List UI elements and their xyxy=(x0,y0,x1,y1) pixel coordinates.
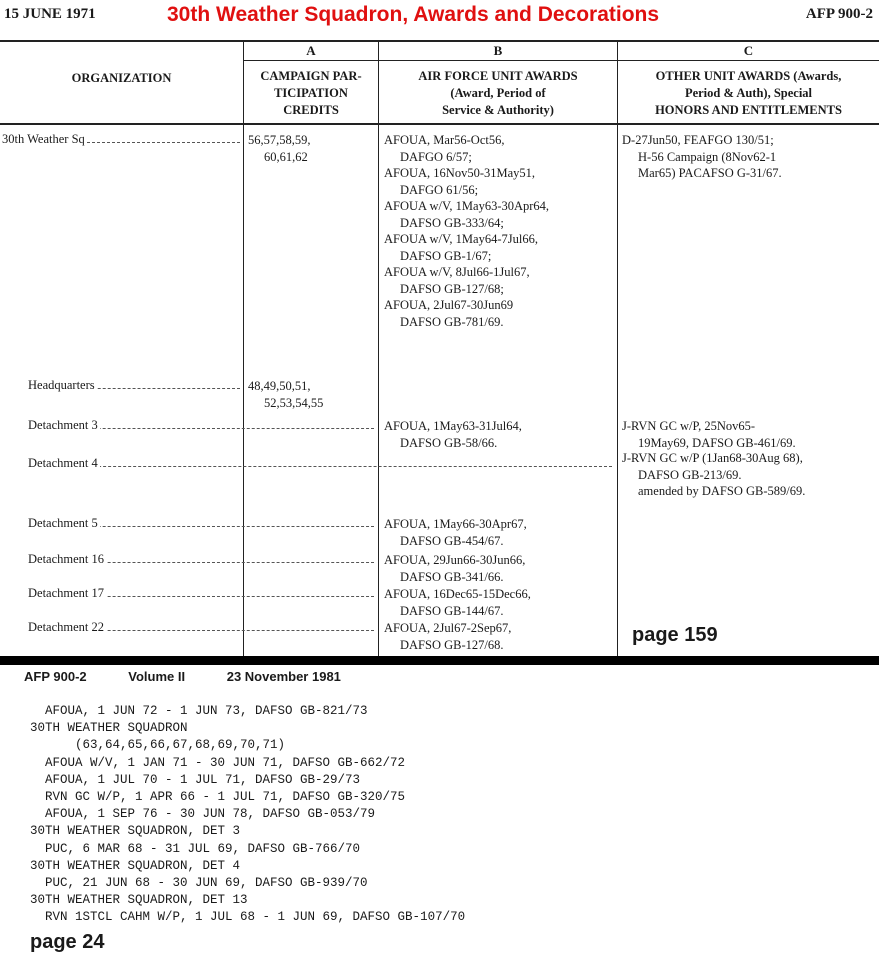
award-line: AFOUA, 29Jun66-30Jun66, xyxy=(384,553,526,567)
other-award-cell xyxy=(622,450,805,500)
header-bottom-rule xyxy=(0,123,879,125)
volume-ii-line: 30TH WEATHER SQUADRON, DET 3 xyxy=(30,824,241,839)
other-award-cell xyxy=(622,132,782,182)
credit-line: 56,57,58,59, xyxy=(248,133,311,147)
award-line: DAFGO 61/56; xyxy=(400,182,479,197)
other-award-line: H-56 Campaign (8Nov62-1 xyxy=(638,149,777,164)
unit-award-cell xyxy=(384,418,522,451)
other-award-line: 19May69, DAFSO GB-461/69. xyxy=(638,435,796,450)
award-line: AFOUA w/V, 1May64-7Jul66, xyxy=(384,232,538,246)
column-divider-c xyxy=(617,40,618,658)
award-line: DAFSO GB-58/66. xyxy=(400,435,498,450)
column-divider-a xyxy=(243,40,244,658)
award-line: AFOUA, Mar56-Oct56, xyxy=(384,133,505,147)
unit-award-cell xyxy=(384,586,531,619)
campaign-credits-cell xyxy=(248,378,323,411)
column-divider-b xyxy=(378,40,379,658)
volume-ii-line: RVN GC W/P, 1 APR 66 - 1 JUL 71, DAFSO GB-320/75 xyxy=(30,790,406,805)
award-line: DAFSO GB-127/68. xyxy=(400,637,504,652)
other-award-cell xyxy=(622,418,796,451)
award-line: AFOUA w/V, 1May63-30Apr64, xyxy=(384,199,550,213)
organization-name: Detachment 5 xyxy=(28,516,98,530)
volume-ii-line: (63,64,65,66,67,68,69,70,71) xyxy=(30,738,286,753)
column-letter-c: C xyxy=(743,43,754,58)
volume-ii-excerpt xyxy=(0,665,879,978)
header-campaign-credits: CAMPAIGN PAR- TICIPATION CREDITS xyxy=(260,69,362,117)
column-letter-b: B xyxy=(493,43,503,58)
volume-ii-line: 30TH WEATHER SQUADRON xyxy=(30,721,188,736)
organization-name: Detachment 22 xyxy=(28,620,105,634)
award-line: DAFGO 6/57; xyxy=(400,149,472,164)
organization-name: 30th Weather Sq xyxy=(2,132,85,146)
volume-ii-line: PUC, 21 JUN 68 - 30 JUN 69, DAFSO GB-939/70 xyxy=(30,876,368,891)
awards-table xyxy=(0,34,879,654)
volume-ii-line: AFOUA W/V, 1 JAN 71 - 30 JUN 71, DAFSO GB-662/72 xyxy=(30,755,406,770)
leader-line xyxy=(48,466,612,467)
column-letter-a: A xyxy=(306,43,316,58)
credit-line: 60,61,62 xyxy=(264,149,308,164)
award-line: DAFSO GB-333/64; xyxy=(400,215,504,230)
page-number-159: page 159 xyxy=(632,624,718,646)
header-other-unit-awards: OTHER UNIT AWARDS (Awards, Period & Auth), Special HONORS AND ENTITLEMENTS xyxy=(655,69,842,117)
award-line: DAFSO GB-454/67. xyxy=(400,533,504,548)
section-divider xyxy=(0,656,879,665)
award-line: DAFSO GB-144/67. xyxy=(400,603,504,618)
volume-ii-line: AFOUA, 1 SEP 76 - 30 JUN 78, DAFSO GB-053/79 xyxy=(30,807,376,822)
organization-name: Headquarters xyxy=(28,378,95,392)
volume-ii-line: 30TH WEATHER SQUADRON, DET 13 xyxy=(30,893,248,908)
volume-ii-line: AFOUA, 1 JUL 70 - 1 JUL 71, DAFSO GB-29/73 xyxy=(30,772,361,787)
volume-ii-entries xyxy=(30,703,465,927)
page-number-24: page 24 xyxy=(30,931,105,953)
other-award-line: DAFSO GB-213/69. xyxy=(638,467,742,482)
table-top-rule xyxy=(0,40,879,42)
organization-name: Detachment 16 xyxy=(28,552,105,566)
volume-ii-header xyxy=(24,669,379,684)
other-award-line: Mar65) PACAFSO G-31/67. xyxy=(638,166,782,180)
unit-award-cell xyxy=(384,132,549,330)
unit-award-cell xyxy=(384,516,527,549)
unit-award-cell xyxy=(384,620,511,653)
header-letter-rule xyxy=(243,60,879,61)
unit-award-cell xyxy=(384,552,525,585)
credit-line: 52,53,54,55 xyxy=(264,395,324,410)
volume-ii-line: AFOUA, 1 JUN 72 - 1 JUN 73, DAFSO GB-821/73 xyxy=(30,704,368,718)
volume-ii-line: PUC, 6 MAR 68 - 31 JUL 69, DAFSO GB-766/70 xyxy=(30,841,361,856)
campaign-credits-cell xyxy=(248,132,311,165)
award-line: DAFSO GB-781/69. xyxy=(400,314,504,329)
organization-name: Detachment 4 xyxy=(28,456,98,470)
volume-ii-date: 23 November 1981 xyxy=(226,669,341,684)
volume-ii-afp: AFP 900-2 xyxy=(24,669,87,684)
award-line: AFOUA, 16Nov50-31May51, xyxy=(384,166,536,180)
award-line: DAFSO GB-127/68; xyxy=(400,281,504,296)
award-line: DAFSO GB-341/66. xyxy=(400,569,504,584)
award-line: DAFSO GB-1/67; xyxy=(400,248,492,263)
other-award-line: amended by DAFSO GB-589/69. xyxy=(638,484,806,498)
header-air-force-unit-awards: AIR FORCE UNIT AWARDS (Award, Period of Service & Authority) xyxy=(418,69,578,117)
other-award-line: D-27Jun50, FEAFGO 130/51; xyxy=(622,133,774,147)
header-organization: ORGANIZATION xyxy=(71,71,172,85)
page-header xyxy=(0,0,879,34)
award-line: AFOUA, 1May63-31Jul64, xyxy=(384,419,522,433)
other-award-line: J-RVN GC w/P, 25Nov65- xyxy=(622,419,756,433)
award-line: AFOUA, 2Jul67-30Jun69 xyxy=(384,298,514,312)
volume-ii-volume: Volume II xyxy=(128,669,186,684)
other-award-line: J-RVN GC w/P (1Jan68-30Aug 68), xyxy=(622,451,803,465)
organization-name: Detachment 3 xyxy=(28,418,98,432)
volume-ii-line: RVN 1STCL CAHM W/P, 1 JUL 68 - 1 JUN 69, DAFSO GB-107/70 xyxy=(30,910,466,925)
volume-ii-line: 30TH WEATHER SQUADRON, DET 4 xyxy=(30,858,241,873)
header-date: 15 JUNE 1971 xyxy=(4,6,96,22)
organization-name: Detachment 17 xyxy=(28,586,105,600)
document-title: 30th Weather Squadron, Awards and Decorations xyxy=(167,3,660,26)
award-line: AFOUA, 1May66-30Apr67, xyxy=(384,517,527,531)
award-line: AFOUA, 16Dec65-15Dec66, xyxy=(384,587,531,601)
award-line: AFOUA, 2Jul67-2Sep67, xyxy=(384,621,512,635)
credit-line: 48,49,50,51, xyxy=(248,379,311,393)
award-line: AFOUA w/V, 8Jul66-1Jul67, xyxy=(384,265,530,279)
header-afp-number: AFP 900-2 xyxy=(805,6,873,22)
